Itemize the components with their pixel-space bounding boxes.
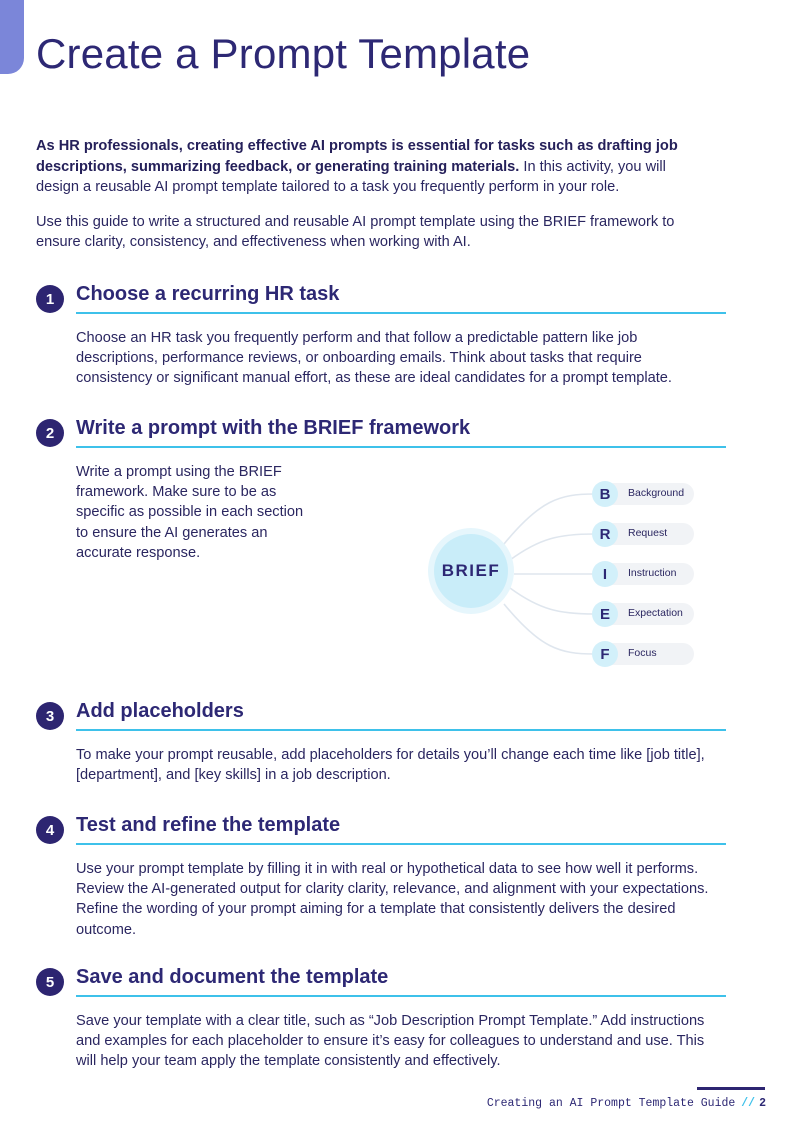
intro-section [36, 136, 696, 267]
step-4 [36, 814, 726, 940]
brief-label: Focus [628, 647, 657, 659]
step-body: Write a prompt using the BRIEF framework. Make sure to be as specific as possible in each section to ensure the AI generates an accurate response. [76, 464, 304, 561]
intro-bold-text: As HR professionals, creating effective AI prompts is essential for tasks such as drafting job descriptions, summarizing feedback, or generating training materials. [36, 138, 678, 175]
corner-tab-decoration [0, 0, 24, 74]
footer-separator: // [741, 1097, 756, 1110]
step-heading: Add placeholders [76, 700, 726, 731]
intro-text: In this activity, you will design a reusable AI prompt template tailored to a task you frequently perform in your role. [36, 158, 666, 195]
step-5 [36, 966, 726, 1072]
brief-label: Background [628, 487, 685, 499]
step-number-badge: 5 [36, 968, 64, 996]
brief-letter: F [592, 641, 618, 667]
brief-letter: B [592, 481, 618, 507]
intro-paragraph-1 [36, 136, 696, 198]
step-heading: Write a prompt with the BRIEF framework [76, 417, 726, 448]
brief-label: Request [628, 527, 668, 539]
brief-letter: R [592, 521, 618, 547]
step-1 [36, 283, 726, 389]
page-title: Create a Prompt Template [36, 30, 531, 77]
step-number-badge: 4 [36, 816, 64, 844]
step-body: Use your prompt template by filling it in with real or hypothetical data to see how well it performs. Review the AI-generated output for clarity clarity, relevance, and alignment with your expectations. Refine the wording of your prompt aiming for a template that consistently delivers the desired outcome. [76, 861, 709, 938]
step-heading: Save and document the template [76, 966, 726, 997]
step-number-badge: 1 [36, 285, 64, 313]
step-3 [36, 700, 726, 785]
brief-letter: I [592, 561, 618, 587]
brief-center-circle: BRIEF [434, 534, 508, 608]
step-body: Save your template with a clear title, such as “Job Description Prompt Template.” Add instructions and examples for each placeholder to ensure it’s easy for colleagues to understand and use. This will help your team apply the template consistently and effectively. [76, 1013, 705, 1070]
brief-letter: E [592, 601, 618, 627]
step-number-badge: 2 [36, 419, 64, 447]
step-body: To make your prompt reusable, add placeholders for details you’ll change each time like [job title], [department], and [key skills] in a job description. [76, 747, 705, 784]
brief-label: Instruction [628, 567, 677, 579]
page-number: 2 [759, 1097, 766, 1110]
brief-label: Expectation [628, 607, 683, 619]
intro-paragraph-2: Use this guide to write a structured and reusable AI prompt template using the BRIEF framework to ensure clarity, consistency, and effectiveness when working with AI. [36, 213, 675, 250]
step-heading: Test and refine the template [76, 814, 726, 845]
step-heading: Choose a recurring HR task [76, 283, 726, 314]
footer-guide-title: Creating an AI Prompt Template Guide [486, 1097, 736, 1110]
footer-rule [697, 1087, 765, 1090]
brief-framework-diagram [420, 470, 710, 680]
step-number-badge: 3 [36, 702, 64, 730]
page-footer [487, 1097, 766, 1110]
step-body: Choose an HR task you frequently perform and that follow a predictable pattern like job descriptions, performance reviews, or onboarding emails. Think about tasks that require consistency or significant manual effort, as these are ideal candidates for a prompt template. [76, 330, 672, 387]
